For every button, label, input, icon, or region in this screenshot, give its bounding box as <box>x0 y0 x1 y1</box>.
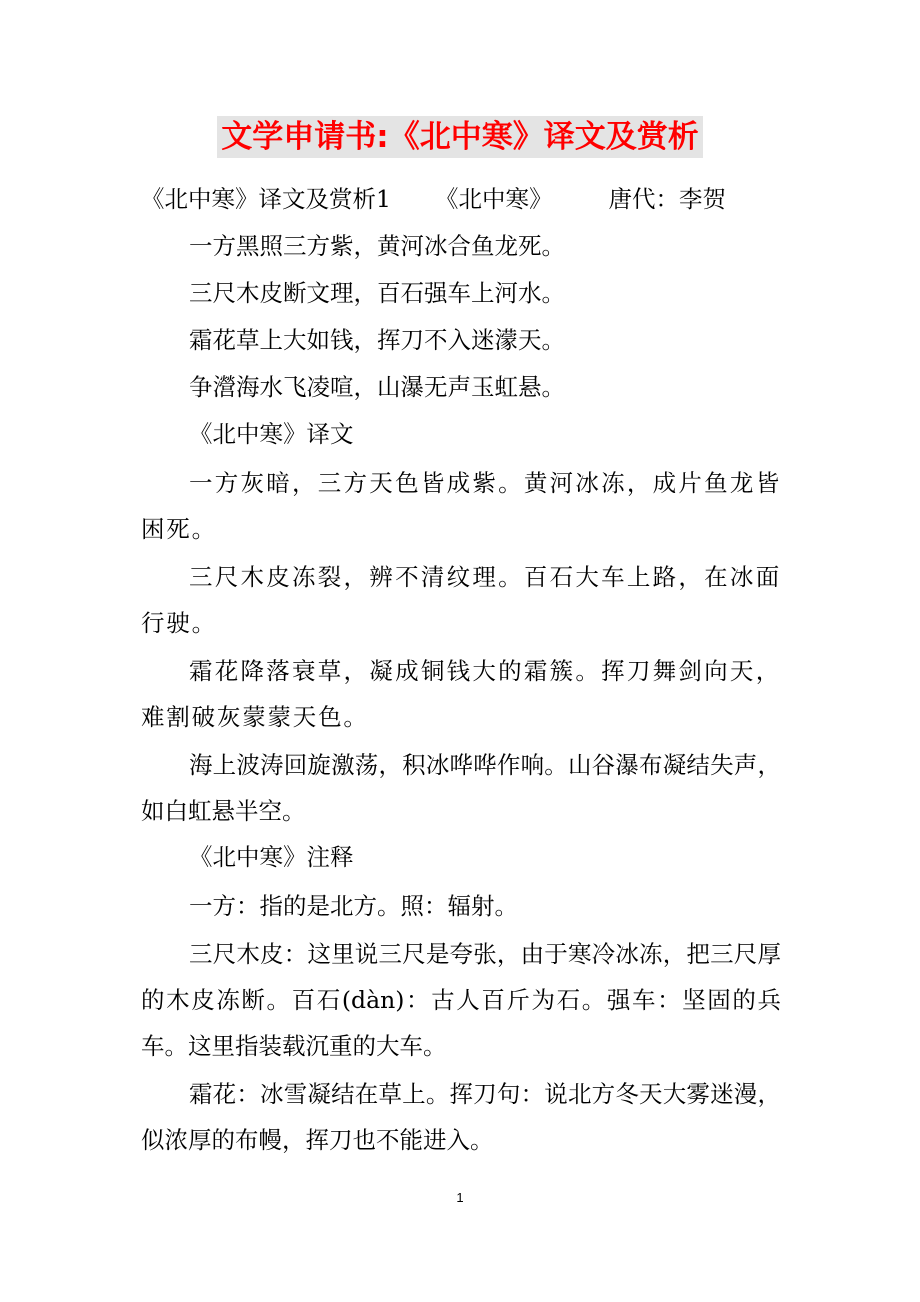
poem-author: 唐代：李贺 <box>608 185 726 213</box>
note-paragraph: 一方：指的是北方。照：辐射。 <box>189 892 518 920</box>
document-body <box>141 176 781 1163</box>
document-title: 文学申请书:《北中寒》译文及赏析 <box>217 116 702 158</box>
translation-paragraph: 三尺木皮冻裂，辨不清纹理。百石大车上路，在冰面行驶。 <box>141 563 781 637</box>
poem-title: 《北中寒》 <box>434 185 553 213</box>
poem-line: 争瀯海水飞凌喧，山瀑无声玉虹悬。 <box>189 373 565 401</box>
translation-paragraph: 一方灰暗，三方天色皆成紫。黄河冰冻，成片鱼龙皆困死。 <box>141 469 781 543</box>
translation-heading: 《北中寒》译文 <box>189 420 354 448</box>
poem-line: 一方黑照三方紫，黄河冰合鱼龙死。 <box>189 232 565 260</box>
translation-paragraph: 霜花降落衰草，凝成铜钱大的霜簇。挥刀舞剑向天，难割破灰蒙蒙天色。 <box>141 657 781 731</box>
article-heading: 《北中寒》译文及赏析1 <box>141 185 391 213</box>
poem-line: 三尺木皮断文理，百石强车上河水。 <box>189 279 565 307</box>
translation-paragraph: 海上波涛回旋激荡，积冰哗哗作响。山谷瀑布凝结失声，如白虹悬半空。 <box>141 751 781 825</box>
notes-heading: 《北中寒》注释 <box>189 843 354 871</box>
poem-line: 霜花草上大如钱，挥刀不入迷濛天。 <box>189 326 565 354</box>
page-number: 1 <box>456 1190 464 1205</box>
note-paragraph: 霜花：冰雪凝结在草上。挥刀句：说北方冬天大雾迷漫，似浓厚的布幔，挥刀也不能进入。 <box>141 1080 781 1154</box>
title-container <box>0 116 920 158</box>
poem-header-line <box>141 176 781 223</box>
note-paragraph: 三尺木皮：这里说三尺是夸张，由于寒冷冰冻，把三尺厚的木皮冻断。百石(dàn)：古人百斤为石。强车：坚固的兵车。这里指装载沉重的大车。 <box>141 940 781 1060</box>
